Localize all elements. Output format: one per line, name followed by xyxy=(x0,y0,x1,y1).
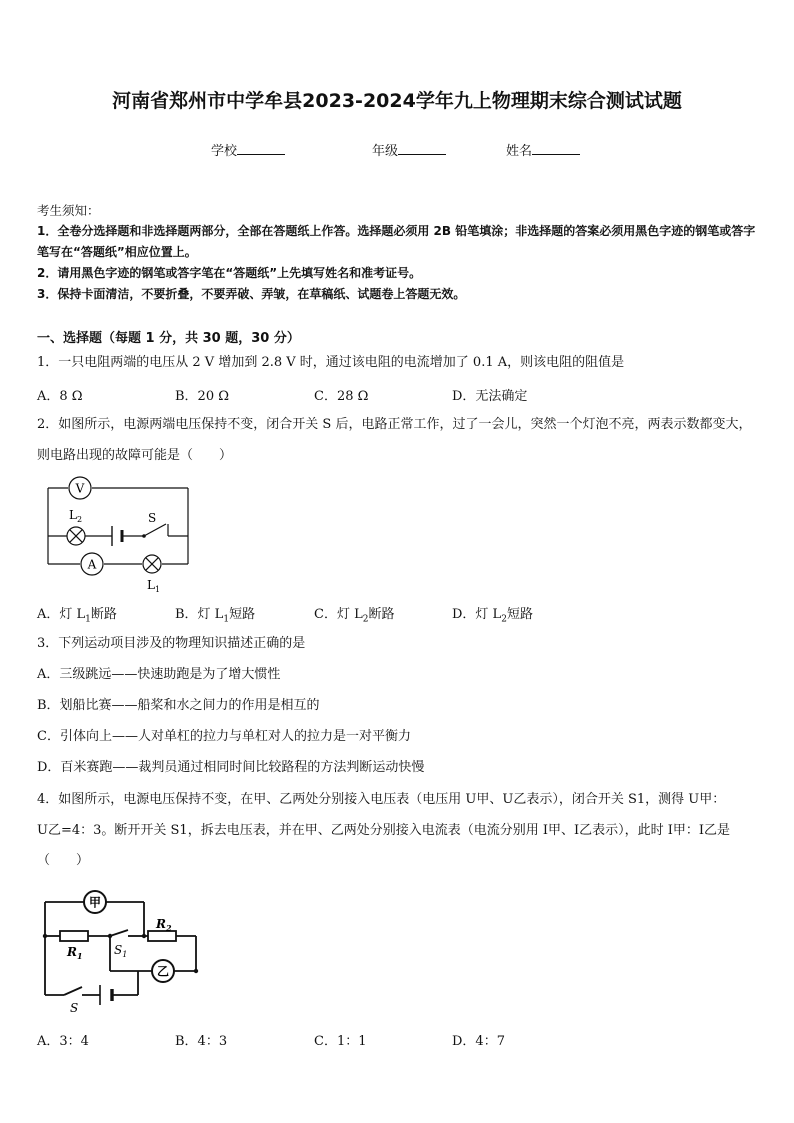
grade-field xyxy=(372,140,446,159)
switch-s-label: S xyxy=(148,511,157,525)
lamp-l2-icon xyxy=(67,527,85,545)
question-4-stem-line-1: 4．如图所示，电源电压保持不变，在甲、乙两处分别接入电压表（电压用 U甲、U乙表示），闭合开关 S1，测得 U甲： xyxy=(37,792,726,807)
switch-s-label: S xyxy=(70,1001,79,1013)
school-blank-line xyxy=(237,142,285,155)
q3-option-d[interactable]: D．百米赛跑——裁判员通过相同时间比较路程的方法判断运动快慢 xyxy=(37,760,425,775)
name-blank-line xyxy=(532,142,580,155)
grade-blank-line xyxy=(398,142,446,155)
ammeter-label: A xyxy=(87,557,97,572)
q1-option-c[interactable]: C．28 Ω xyxy=(314,389,369,404)
exam-notice xyxy=(37,200,757,305)
question-1-stem: 1．一只电阻两端的电压从 2 V 增加到 2.8 V 时，通过该电阻的电流增加了 0.1 A，则该电阻的阻值是 xyxy=(37,355,625,370)
q3-option-c[interactable]: C．引体向上——人对单杠的拉力与单杠对人的拉力是一对平衡力 xyxy=(37,729,411,744)
q2-option-b[interactable]: B．灯 $L_1$短路 xyxy=(175,607,256,625)
switch-s1-label: $S_1$ xyxy=(114,943,128,959)
q1-option-b[interactable]: B．20 Ω xyxy=(175,389,230,404)
meter-jia-label: 甲 xyxy=(88,895,102,910)
name-label: 姓名 xyxy=(506,144,533,159)
name-field xyxy=(506,140,580,159)
question-3-stem: 3．下列运动项目涉及的物理知识描述正确的是 xyxy=(37,636,306,651)
q1-option-d[interactable]: D．无法确定 xyxy=(452,389,528,404)
school-label: 学校 xyxy=(211,144,238,159)
junction-dot xyxy=(43,934,47,938)
question-4-stem-line-2: U乙=4：3。断开开关 S1，拆去电压表，并在甲、乙两处分别接入电流表（电流分别用 I甲、I乙表示），此时 I甲：I乙是 xyxy=(37,823,731,838)
notice-item-2: 2．请用黑色字迹的钢笔或答字笔在“答题纸”上先填写姓名和准考证号。 xyxy=(37,266,422,280)
q4-option-a[interactable]: A．3：4 xyxy=(37,1034,89,1049)
q2-option-a[interactable]: A．灯 $L_1$断路 xyxy=(37,607,117,625)
q2-option-d[interactable]: D．灯 $L_2$短路 xyxy=(452,607,533,625)
q4-option-d[interactable]: D．4：7 xyxy=(452,1034,505,1049)
voltmeter-label: V xyxy=(75,481,85,496)
battery-icon xyxy=(100,985,112,1005)
switch-s-contact xyxy=(142,534,146,538)
school-field xyxy=(211,140,285,159)
q3-option-a[interactable]: A．三级跳远——快速助跑是为了增大惯性 xyxy=(37,667,281,682)
q1-option-a[interactable]: A．8 Ω xyxy=(37,389,83,404)
lamp-l1-label: $L_1$ xyxy=(147,578,161,594)
notice-item-1: 1．全卷分选择题和非选择题两部分，全部在答题纸上作答。选择题必须用 2B 铅笔填涂；非选择题的答案必须用黑色字迹的钢笔或答字笔写在“答题纸”相应位置上。 xyxy=(37,224,756,259)
junction-dot xyxy=(142,934,146,938)
question-4-circuit-diagram xyxy=(38,888,203,1013)
q4-option-c[interactable]: C．1：1 xyxy=(314,1034,367,1049)
q4-option-b[interactable]: B．4：3 xyxy=(175,1034,228,1049)
resistor-r1-label: $R_1$ xyxy=(67,945,83,961)
junction-dot xyxy=(108,934,112,938)
resistor-r2-label: $R_2$ xyxy=(156,917,172,933)
question-2-stem: 2．如图所示，电源两端电压保持不变，闭合开关 S 后，电路正常工作，过了一会儿，突然一个灯泡不亮，两表示数都变大，则电路出现的故障可能是（ ） xyxy=(37,417,752,463)
q2-option-c[interactable]: C．灯 $L_2$断路 xyxy=(314,607,395,625)
question-4-stem-line-3: （ ） xyxy=(37,853,90,868)
battery-icon xyxy=(112,526,122,546)
meter-yi-label: 乙 xyxy=(156,964,170,979)
grade-label: 年级 xyxy=(372,144,399,159)
lamp-l1-icon xyxy=(143,555,161,573)
notice-heading: 考生须知： xyxy=(37,203,100,218)
lamp-l2-label: $L_2$ xyxy=(69,508,83,524)
q3-option-b[interactable]: B．划船比赛——船桨和水之间力的作用是相互的 xyxy=(37,698,320,713)
junction-dot xyxy=(194,969,198,973)
page-title: 河南省郑州市中学牟县2023-2024学年九上物理期末综合测试试题 xyxy=(112,90,682,112)
section-heading: 一、选择题（每题 1 分，共 30 题，30 分） xyxy=(37,331,300,346)
question-2-circuit-diagram xyxy=(40,476,200,594)
notice-item-3: 3．保持卡面清洁，不要折叠，不要弄破、弄皱，在草稿纸、试题卷上答题无效。 xyxy=(37,287,466,301)
